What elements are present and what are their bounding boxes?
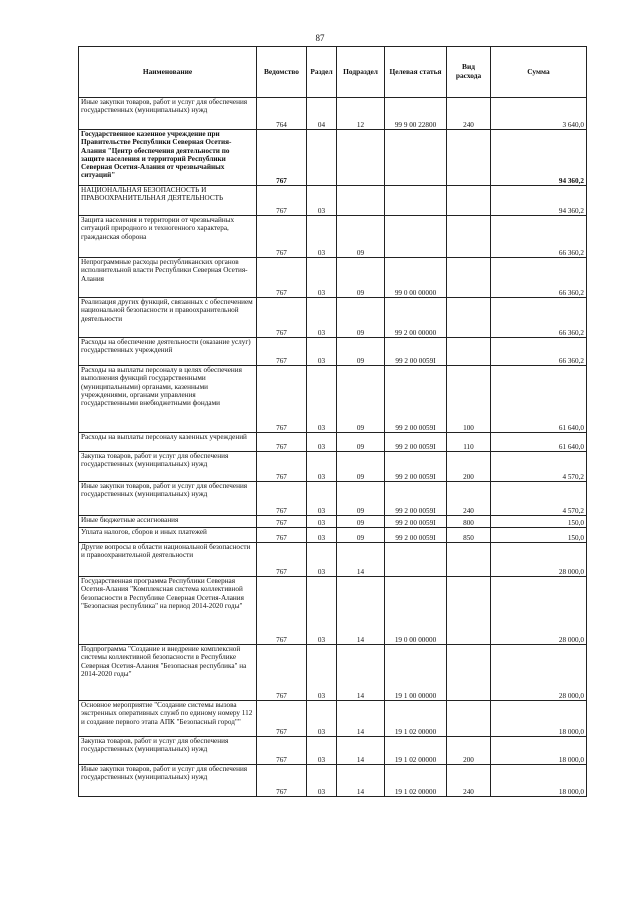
cell-vid (447, 216, 491, 258)
cell-podrazdel (337, 130, 385, 186)
table-row (79, 516, 587, 528)
cell-ved: 767 (257, 216, 307, 258)
table-row (79, 765, 587, 797)
cell-name: Подпрограмма "Создание и внедрение комплексной системы коллективной безопасности в Республике Северная Осетия-Алания "Безопасная республика" на 2014-2020 годы" (79, 645, 257, 701)
cell-summa: 66 360,2 (491, 338, 587, 366)
cell-razdel: 03 (307, 366, 337, 433)
header-vedomstvo: Ведомство (257, 47, 307, 98)
cell-razdel: 04 (307, 98, 337, 130)
cell-statya: 19 1 00 00000 (385, 645, 447, 701)
cell-podrazdel: 09 (337, 528, 385, 543)
cell-name: Иные закупки товаров, работ и услуг для обеспечения государственных (муниципальных) нужд (79, 482, 257, 516)
cell-name: Расходы на выплаты персоналу казенных учреждений (79, 433, 257, 452)
cell-podrazdel: 09 (337, 258, 385, 298)
cell-razdel: 03 (307, 338, 337, 366)
table-row (79, 98, 587, 130)
table-row (79, 577, 587, 645)
cell-razdel: 03 (307, 298, 337, 338)
cell-name: НАЦИОНАЛЬНАЯ БЕЗОПАСНОСТЬ И ПРАВООХРАНИТЕЛЬНАЯ ДЕЯТЕЛЬНОСТЬ (79, 186, 257, 216)
cell-podrazdel: 14 (337, 737, 385, 765)
page-number: 87 (315, 33, 325, 43)
cell-summa: 66 360,2 (491, 258, 587, 298)
cell-vid: 200 (447, 452, 491, 482)
table-row (79, 216, 587, 258)
cell-name: Реализация других функций, связанных с обеспечением национальной безопасности и правоохранительной деятельности (79, 298, 257, 338)
cell-summa: 66 360,2 (491, 298, 587, 338)
cell-name: Расходы на обеспечение деятельности (оказание услуг) государственных учреждений (79, 338, 257, 366)
cell-summa: 18 000,0 (491, 765, 587, 797)
table-row (79, 482, 587, 516)
table-row (79, 452, 587, 482)
cell-ved: 767 (257, 765, 307, 797)
cell-vid (447, 543, 491, 577)
cell-statya: 99 9 00 22800 (385, 98, 447, 130)
cell-summa: 4 570,2 (491, 482, 587, 516)
cell-statya: 19 1 02 00000 (385, 701, 447, 737)
cell-podrazdel: 09 (337, 366, 385, 433)
cell-podrazdel: 14 (337, 577, 385, 645)
cell-summa: 150,0 (491, 516, 587, 528)
cell-statya (385, 216, 447, 258)
cell-summa: 66 360,2 (491, 216, 587, 258)
table-row (79, 338, 587, 366)
cell-name: Иные бюджетные ассигнования (79, 516, 257, 528)
header-name: Наименование (79, 47, 257, 98)
cell-summa: 94 360,2 (491, 130, 587, 186)
cell-podrazdel: 09 (337, 298, 385, 338)
table-row (79, 543, 587, 577)
cell-vid: 110 (447, 433, 491, 452)
cell-vid: 800 (447, 516, 491, 528)
table-row (79, 298, 587, 338)
table-row (79, 701, 587, 737)
cell-razdel: 03 (307, 433, 337, 452)
cell-vid: 240 (447, 765, 491, 797)
cell-razdel: 03 (307, 543, 337, 577)
cell-razdel: 03 (307, 737, 337, 765)
cell-statya: 19 1 02 00000 (385, 765, 447, 797)
cell-summa: 28 000,0 (491, 543, 587, 577)
cell-razdel: 03 (307, 186, 337, 216)
header-vid: Вид расхода (447, 47, 491, 98)
cell-statya: 19 1 02 00000 (385, 737, 447, 765)
cell-podrazdel: 09 (337, 433, 385, 452)
cell-podrazdel: 14 (337, 543, 385, 577)
cell-ved: 767 (257, 366, 307, 433)
cell-statya: 99 2 00 0059I (385, 482, 447, 516)
cell-podrazdel: 14 (337, 701, 385, 737)
cell-vid (447, 338, 491, 366)
cell-summa: 3 640,0 (491, 98, 587, 130)
budget-table (78, 46, 587, 797)
cell-ved: 767 (257, 298, 307, 338)
cell-vid: 240 (447, 98, 491, 130)
cell-vid: 100 (447, 366, 491, 433)
cell-ved: 767 (257, 645, 307, 701)
cell-ved: 767 (257, 577, 307, 645)
cell-summa: 18 000,0 (491, 737, 587, 765)
cell-razdel: 03 (307, 452, 337, 482)
table-row (79, 433, 587, 452)
cell-statya: 99 2 00 0059I (385, 528, 447, 543)
cell-name: Закупка товаров, работ и услуг для обеспечения государственных (муниципальных) нужд (79, 452, 257, 482)
cell-razdel (307, 130, 337, 186)
cell-statya: 99 2 00 0059I (385, 516, 447, 528)
cell-vid (447, 130, 491, 186)
cell-name: Иные закупки товаров, работ и услуг для обеспечения государственных (муниципальных) нужд (79, 98, 257, 130)
cell-statya: 99 2 00 0059I (385, 338, 447, 366)
cell-vid (447, 645, 491, 701)
cell-statya: 99 2 00 0059I (385, 452, 447, 482)
cell-podrazdel: 09 (337, 338, 385, 366)
cell-ved: 767 (257, 186, 307, 216)
cell-vid: 200 (447, 737, 491, 765)
cell-ved: 764 (257, 98, 307, 130)
cell-podrazdel: 09 (337, 516, 385, 528)
table-row (79, 528, 587, 543)
cell-podrazdel (337, 186, 385, 216)
cell-summa: 61 640,0 (491, 433, 587, 452)
cell-ved: 767 (257, 543, 307, 577)
cell-podrazdel: 12 (337, 98, 385, 130)
cell-summa: 4 570,2 (491, 452, 587, 482)
header-razdel: Раздел (307, 47, 337, 98)
cell-name: Защита населения и территории от чрезвычайных ситуаций природного и техногенного характера, гражданская оборона (79, 216, 257, 258)
cell-podrazdel: 09 (337, 482, 385, 516)
cell-name: Иные закупки товаров, работ и услуг для обеспечения государственных (муниципальных) нужд (79, 765, 257, 797)
cell-name: Уплата налогов, сборов и иных платежей (79, 528, 257, 543)
cell-razdel: 03 (307, 482, 337, 516)
cell-razdel: 03 (307, 516, 337, 528)
cell-podrazdel: 14 (337, 645, 385, 701)
cell-ved: 767 (257, 433, 307, 452)
table-row (79, 186, 587, 216)
cell-podrazdel: 14 (337, 765, 385, 797)
cell-statya: 99 0 00 00000 (385, 258, 447, 298)
cell-vid: 850 (447, 528, 491, 543)
cell-name: Закупка товаров, работ и услуг для обеспечения государственных (муниципальных) нужд (79, 737, 257, 765)
table-row (79, 645, 587, 701)
header-statya: Целевая статья (385, 47, 447, 98)
table-row (79, 737, 587, 765)
cell-summa: 18 000,0 (491, 701, 587, 737)
cell-name: Расходы на выплаты персоналу в целях обеспечения выполнения функций государственными (муниципальными) органами, казенными учреждениями, органами управления государственными внебюджетными фондами (79, 366, 257, 433)
cell-ved: 767 (257, 482, 307, 516)
cell-podrazdel: 09 (337, 216, 385, 258)
header-summa: Сумма (491, 47, 587, 98)
cell-statya (385, 186, 447, 216)
cell-ved: 767 (257, 701, 307, 737)
cell-ved: 767 (257, 737, 307, 765)
cell-name: Непрограммные расходы республиканских органов исполнительной власти Республики Северная Осетия-Алания (79, 258, 257, 298)
cell-statya: 99 2 00 0059I (385, 433, 447, 452)
table-header-row (79, 47, 587, 98)
cell-statya: 19 0 00 00000 (385, 577, 447, 645)
cell-summa: 94 360,2 (491, 186, 587, 216)
cell-vid: 240 (447, 482, 491, 516)
cell-name: Основное мероприятие "Создание системы вызова экстренных оперативных служб по единому номеру 112 и создание первого этапа АПК "Безопасный город"" (79, 701, 257, 737)
cell-statya (385, 543, 447, 577)
table-row (79, 366, 587, 433)
cell-razdel: 03 (307, 701, 337, 737)
cell-razdel: 03 (307, 765, 337, 797)
cell-razdel: 03 (307, 528, 337, 543)
cell-podrazdel: 09 (337, 452, 385, 482)
cell-statya (385, 130, 447, 186)
cell-vid (447, 298, 491, 338)
cell-razdel: 03 (307, 258, 337, 298)
header-podrazdel: Подраздел (337, 47, 385, 98)
cell-razdel: 03 (307, 577, 337, 645)
cell-summa: 150,0 (491, 528, 587, 543)
cell-summa: 28 000,0 (491, 577, 587, 645)
table-row (79, 130, 587, 186)
table-row (79, 258, 587, 298)
cell-summa: 61 640,0 (491, 366, 587, 433)
cell-vid (447, 186, 491, 216)
cell-vid (447, 701, 491, 737)
cell-name: Другие вопросы в области национальной безопасности и правоохранительной деятельности (79, 543, 257, 577)
cell-statya: 99 2 00 0059I (385, 366, 447, 433)
cell-statya: 99 2 00 00000 (385, 298, 447, 338)
cell-name: Государственная программа Республики Северная Осетия-Алания "Комплексная система коллективной безопасности в Республике Северная Осетия-Алания "Безопасная республика" на период 2014-2020 годы" (79, 577, 257, 645)
cell-razdel: 03 (307, 216, 337, 258)
cell-ved: 767 (257, 528, 307, 543)
cell-ved: 767 (257, 452, 307, 482)
cell-ved: 767 (257, 338, 307, 366)
cell-ved: 767 (257, 258, 307, 298)
cell-razdel: 03 (307, 645, 337, 701)
cell-vid (447, 577, 491, 645)
cell-summa: 28 000,0 (491, 645, 587, 701)
cell-ved: 767 (257, 130, 307, 186)
cell-ved: 767 (257, 516, 307, 528)
cell-name: Государственное казенное учреждение при Правительстве Республики Северная Осетия-Алания "Центр обеспечения деятельности по защите населения и территорий Республики Северная Осетия-Алания от чрезвычайных ситуаций" (79, 130, 257, 186)
cell-vid (447, 258, 491, 298)
